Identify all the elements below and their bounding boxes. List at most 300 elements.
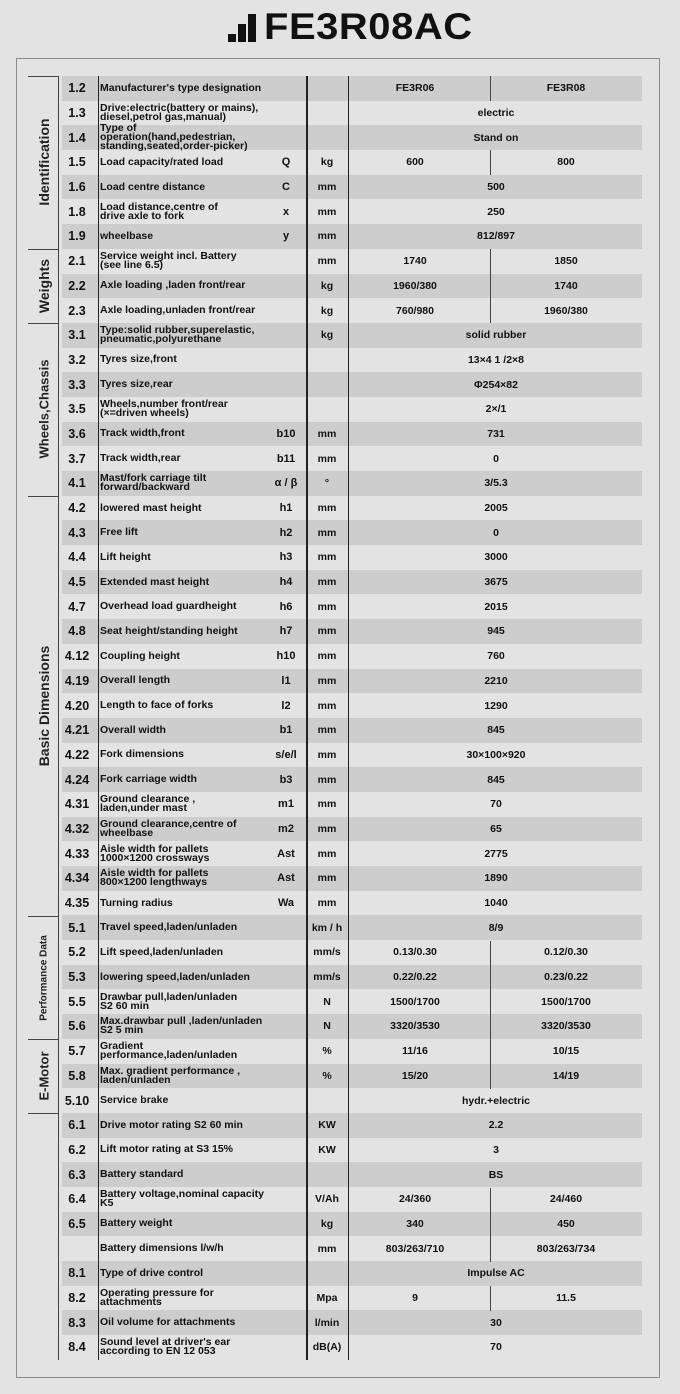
category-divider xyxy=(28,76,58,77)
category-column xyxy=(28,76,60,1359)
row-symbol: Ast xyxy=(277,872,295,885)
table-row xyxy=(62,422,642,447)
row-description xyxy=(100,175,268,200)
table-row xyxy=(62,1014,642,1039)
row-description xyxy=(100,1187,268,1212)
row-description xyxy=(100,570,268,595)
row-value-model-1: 803/263/710 xyxy=(385,1242,445,1255)
row-symbol: h7 xyxy=(279,625,293,638)
category-band xyxy=(28,496,60,916)
row-description-text: Load distance,centre of drive axle to fork xyxy=(100,200,218,222)
row-value-shared: 13×4 1 /2×8 xyxy=(467,353,525,366)
row-value-shared: 945 xyxy=(487,625,505,638)
row-description-text: Fork carriage width xyxy=(100,773,197,786)
row-number: 8.3 xyxy=(68,1315,86,1330)
row-symbol xyxy=(268,965,304,990)
rule-between-models xyxy=(490,274,491,299)
row-symbol xyxy=(268,1162,304,1187)
row-value-shared: 1290 xyxy=(484,699,508,712)
row-value-shared: Φ254×82 xyxy=(474,378,518,391)
row-unit: mm xyxy=(317,255,337,268)
row-unit: mm xyxy=(317,699,337,712)
row-value-shared: 845 xyxy=(487,773,505,786)
row-description-text: Battery weight xyxy=(100,1217,173,1230)
row-value-model-1: 24/360 xyxy=(398,1193,432,1206)
row-description xyxy=(100,446,268,471)
table-row xyxy=(62,619,642,644)
row-symbol xyxy=(268,1113,304,1138)
row-description-text: Travel speed,laden/unladen xyxy=(100,921,238,934)
row-number: 1.8 xyxy=(68,204,86,219)
row-unit: KW xyxy=(318,1143,336,1156)
row-value-model-2: 450 xyxy=(557,1217,575,1230)
row-number: 4.2 xyxy=(68,501,86,516)
table-row xyxy=(62,965,642,990)
row-unit: % xyxy=(322,1045,332,1058)
rule-between-models xyxy=(490,941,491,966)
row-value-model-2: 3320/3530 xyxy=(541,1020,591,1033)
spec-table xyxy=(62,76,642,1360)
row-symbol: h2 xyxy=(279,526,293,539)
rule-after-symbol xyxy=(306,76,308,1360)
row-number: 4.3 xyxy=(68,525,86,540)
row-description xyxy=(100,1162,268,1187)
table-row xyxy=(62,1039,642,1064)
row-unit: kg xyxy=(320,279,334,292)
table-row xyxy=(62,1064,642,1089)
table-row xyxy=(62,372,642,397)
row-number: 4.12 xyxy=(64,649,90,664)
table-row xyxy=(62,594,642,619)
category-bracket xyxy=(58,249,59,323)
row-number: 4.31 xyxy=(64,797,90,812)
rule-between-models xyxy=(490,1064,491,1089)
rule-between-models xyxy=(490,1188,491,1213)
row-description xyxy=(100,1212,268,1237)
category-label: Identification xyxy=(36,118,52,206)
row-value-shared: Stand on xyxy=(473,131,519,144)
row-value-model-1: 3320/3530 xyxy=(390,1020,440,1033)
table-row xyxy=(62,101,642,126)
row-symbol: l1 xyxy=(281,674,291,687)
row-unit: mm/s xyxy=(313,971,341,984)
row-description xyxy=(100,915,268,940)
row-unit: mm xyxy=(317,674,337,687)
row-description-text: Fork dimensions xyxy=(100,748,185,761)
row-description-text: Track width,rear xyxy=(100,452,181,465)
table-row xyxy=(62,817,642,842)
category-divider xyxy=(28,1039,58,1040)
row-value-model-2: 24/460 xyxy=(549,1193,583,1206)
row-description xyxy=(100,1039,268,1064)
row-description-text: Load capacity/rated load xyxy=(100,155,224,168)
row-value-shared: 3000 xyxy=(484,551,508,564)
row-description-text: Type of operation(hand,pedestrian, standing,seated,order-picker) xyxy=(100,122,248,153)
row-unit: mm xyxy=(317,502,337,515)
row-number: 3.2 xyxy=(68,352,86,367)
row-unit: mm/s xyxy=(313,946,341,959)
row-description xyxy=(100,792,268,817)
table-row xyxy=(62,323,642,348)
row-value-shared: 3675 xyxy=(484,576,508,589)
row-unit: mm xyxy=(317,724,337,737)
table-row xyxy=(62,175,642,200)
row-unit xyxy=(308,397,346,422)
row-description-text: Length to face of forks xyxy=(100,699,214,712)
category-label: Weights xyxy=(36,258,52,314)
row-description-text: Ground clearance,centre of wheelbase xyxy=(100,817,237,839)
row-description-text: Turning radius xyxy=(100,896,173,909)
table-row xyxy=(62,1310,642,1335)
row-symbol: Q xyxy=(281,156,291,169)
row-description xyxy=(100,644,268,669)
row-number: 8.4 xyxy=(68,1340,86,1355)
row-description xyxy=(100,471,268,496)
row-unit: % xyxy=(322,1069,332,1082)
row-description xyxy=(100,1113,268,1138)
row-symbol xyxy=(268,1335,304,1360)
row-description-text: Battery dimensions l/w/h xyxy=(100,1242,224,1255)
table-row xyxy=(62,397,642,422)
row-unit: mm xyxy=(317,576,337,589)
table-row xyxy=(62,1138,642,1163)
row-value-shared: 1890 xyxy=(484,872,508,885)
row-value-shared: 0 xyxy=(493,526,499,539)
row-number: 2.1 xyxy=(68,254,86,269)
row-description xyxy=(100,1236,268,1261)
category-label: Wheels,Chassis xyxy=(36,359,52,459)
row-value-model-2: 1960/380 xyxy=(544,304,588,317)
row-number: 1.9 xyxy=(68,229,86,244)
row-value-shared: 3 xyxy=(493,1143,499,1156)
table-row xyxy=(62,1212,642,1237)
row-unit xyxy=(308,372,346,397)
table-row xyxy=(62,298,642,323)
row-number: 4.24 xyxy=(64,772,90,787)
row-unit: mm xyxy=(317,526,337,539)
row-description xyxy=(100,743,268,768)
row-unit: mm xyxy=(317,600,337,613)
table-row xyxy=(62,891,642,916)
row-description-text: Track width,front xyxy=(100,427,185,440)
table-row xyxy=(62,570,642,595)
row-unit: l/min xyxy=(314,1316,340,1329)
row-symbol xyxy=(268,348,304,373)
category-band xyxy=(28,1113,60,1360)
row-description-text: Axle loading ,laden front/rear xyxy=(100,279,246,292)
rule-after-number xyxy=(98,76,99,1360)
row-value-model-2: 1850 xyxy=(554,255,578,268)
page-title: FE3R08AC xyxy=(264,6,473,47)
row-value-model-2: 11.5 xyxy=(556,1292,576,1305)
table-row xyxy=(62,76,642,101)
row-unit: kg xyxy=(320,329,334,342)
row-symbol xyxy=(268,1088,304,1113)
category-divider xyxy=(28,1113,58,1114)
row-description xyxy=(100,965,268,990)
row-value-shared: 70 xyxy=(490,798,502,811)
row-unit xyxy=(308,1088,346,1113)
row-description xyxy=(100,1138,268,1163)
row-symbol xyxy=(268,1286,304,1311)
row-value-model-1: 1960/380 xyxy=(393,279,437,292)
row-description-text: wheelbase xyxy=(100,229,154,242)
row-description xyxy=(100,76,268,101)
row-symbol: b10 xyxy=(276,427,296,440)
row-description-text: Gradient performance,laden/unladen xyxy=(100,1040,238,1062)
table-row xyxy=(62,940,642,965)
row-unit: mm xyxy=(317,181,337,194)
row-description-text: Lift motor rating at S3 15% xyxy=(100,1143,234,1156)
row-description xyxy=(100,989,268,1014)
row-value-shared: 2210 xyxy=(484,674,508,687)
row-value-shared: 1040 xyxy=(484,897,508,910)
row-number: 5.1 xyxy=(68,920,86,935)
row-description-text: Tyres size,front xyxy=(100,353,177,366)
row-value-model-2: 0.12/0.30 xyxy=(544,946,588,959)
row-description xyxy=(100,891,268,916)
table-row xyxy=(62,743,642,768)
row-description-text: Seat height/standing height xyxy=(100,624,238,637)
row-symbol xyxy=(268,76,304,101)
row-description-text: Oil volume for attachments xyxy=(100,1316,236,1329)
row-description xyxy=(100,1064,268,1089)
row-unit: mm xyxy=(317,748,337,761)
rule-between-models xyxy=(490,1015,491,1040)
row-description-text: Operating pressure for attachments xyxy=(100,1287,214,1309)
row-unit: mm xyxy=(317,625,337,638)
table-row xyxy=(62,841,642,866)
row-symbol xyxy=(268,249,304,274)
row-description-text: Drawbar pull,laden/unladen S2 60 min xyxy=(100,990,238,1012)
row-symbol xyxy=(268,940,304,965)
row-symbol: b1 xyxy=(279,724,293,737)
row-symbol xyxy=(268,1138,304,1163)
rule-between-models xyxy=(490,298,491,323)
row-value-shared: 65 xyxy=(490,822,502,835)
row-symbol: C xyxy=(282,181,290,194)
row-value-model-1: 9 xyxy=(412,1292,418,1305)
row-number xyxy=(62,1236,92,1261)
row-value-model-1: 15/20 xyxy=(401,1069,429,1082)
row-number: 5.3 xyxy=(68,970,86,985)
row-unit: mm xyxy=(317,872,337,885)
table-row xyxy=(62,471,642,496)
row-unit xyxy=(308,348,346,373)
row-value-model-1: 340 xyxy=(406,1217,424,1230)
row-symbol: h1 xyxy=(279,502,293,515)
table-row xyxy=(62,1236,642,1261)
row-unit: mm xyxy=(317,230,337,243)
row-value-shared: Impulse AC xyxy=(467,1267,525,1280)
rule-between-models xyxy=(490,1286,491,1311)
row-symbol xyxy=(268,1014,304,1039)
table-row xyxy=(62,1088,642,1113)
row-description xyxy=(100,1286,268,1311)
row-description-text: Aisle width for pallets 800×1200 lengthways xyxy=(100,867,209,889)
table-row xyxy=(62,669,642,694)
table-row xyxy=(62,545,642,570)
row-number: 4.8 xyxy=(68,624,86,639)
row-value-shared: 250 xyxy=(487,205,505,218)
row-value-model-1: FE3R06 xyxy=(395,82,435,95)
row-unit: N xyxy=(323,1020,331,1033)
row-unit: KW xyxy=(318,1119,336,1132)
row-description xyxy=(100,199,268,224)
row-description-text: lowered mast height xyxy=(100,501,202,514)
row-number: 4.1 xyxy=(68,476,86,491)
category-bracket xyxy=(58,496,59,916)
table-row xyxy=(62,989,642,1014)
row-value-model-2: 800 xyxy=(557,156,575,169)
row-number: 4.34 xyxy=(64,871,90,886)
row-value-shared: hydr.+electric xyxy=(462,1094,530,1107)
row-value-shared: BS xyxy=(488,1168,504,1181)
row-value-model-2: 0.23/0.22 xyxy=(544,971,588,984)
row-value-shared: 2015 xyxy=(484,600,508,613)
table-row xyxy=(62,348,642,373)
rule-between-models xyxy=(490,1039,491,1064)
table-row xyxy=(62,150,642,175)
rule-between-models xyxy=(490,990,491,1015)
row-number: 5.2 xyxy=(68,945,86,960)
row-value-shared: solid rubber xyxy=(465,329,527,342)
row-description xyxy=(100,1014,268,1039)
row-description-text: Overall width xyxy=(100,723,166,736)
row-description-text: Lift height xyxy=(100,550,151,563)
row-description xyxy=(100,1261,268,1286)
row-number: 8.2 xyxy=(68,1291,86,1306)
table-row xyxy=(62,446,642,471)
row-description xyxy=(100,348,268,373)
category-divider xyxy=(28,496,58,497)
row-symbol: h3 xyxy=(279,551,293,564)
category-label: E-Motor xyxy=(36,1051,52,1101)
table-row xyxy=(62,1286,642,1311)
row-unit: N xyxy=(323,995,331,1008)
row-symbol: m2 xyxy=(278,822,294,835)
row-symbol: b11 xyxy=(276,452,296,465)
row-number: 3.1 xyxy=(68,328,86,343)
row-number: 4.32 xyxy=(64,821,90,836)
row-value-shared: 2775 xyxy=(484,847,508,860)
row-value-model-1: 600 xyxy=(406,156,424,169)
row-unit xyxy=(308,76,346,101)
row-unit xyxy=(308,1162,346,1187)
row-unit: mm xyxy=(317,897,337,910)
rule-between-models xyxy=(490,1212,491,1237)
row-unit xyxy=(308,1261,346,1286)
row-description-text: Ground clearance , laden,under mast xyxy=(100,793,196,815)
row-value-model-2: 10/15 xyxy=(552,1045,580,1058)
row-symbol: h4 xyxy=(279,576,293,589)
row-description-text: Battery voltage,nominal capacity K5 xyxy=(100,1188,264,1210)
row-description xyxy=(100,397,268,422)
row-description xyxy=(100,249,268,274)
category-band xyxy=(28,249,60,323)
row-description-text: Type of drive control xyxy=(100,1266,204,1279)
row-symbol xyxy=(268,298,304,323)
category-bracket xyxy=(58,323,59,496)
row-value-model-2: 1740 xyxy=(554,279,578,292)
row-number: 5.8 xyxy=(68,1068,86,1083)
row-description-text: Drive motor rating S2 60 min xyxy=(100,1118,243,1131)
row-unit: mm xyxy=(317,773,337,786)
row-description xyxy=(100,323,268,348)
row-description-text: Manufacturer's type designation xyxy=(100,81,262,94)
row-value-shared: 812/897 xyxy=(477,230,515,243)
row-description xyxy=(100,841,268,866)
row-description xyxy=(100,545,268,570)
row-description-text: Battery standard xyxy=(100,1168,184,1181)
table-row xyxy=(62,767,642,792)
row-symbol: h6 xyxy=(279,600,293,613)
row-unit xyxy=(308,101,346,126)
row-symbol xyxy=(268,1236,304,1261)
row-description xyxy=(100,150,268,175)
row-symbol xyxy=(268,989,304,1014)
category-band xyxy=(28,1039,60,1113)
row-value-model-2: 1500/1700 xyxy=(541,995,591,1008)
row-description-text: Aisle width for pallets 1000×1200 crossways xyxy=(100,842,210,864)
category-bracket xyxy=(58,916,59,1040)
row-description xyxy=(100,693,268,718)
row-number: 5.10 xyxy=(64,1093,90,1108)
rule-between-models xyxy=(490,249,491,274)
row-symbol: x xyxy=(282,205,290,218)
category-bracket xyxy=(58,76,59,249)
rule-between-models xyxy=(490,965,491,990)
row-number: 6.2 xyxy=(68,1142,86,1157)
row-unit: kg xyxy=(320,1217,334,1230)
category-band xyxy=(28,916,60,1040)
row-symbol xyxy=(268,323,304,348)
row-unit: dB(A) xyxy=(312,1341,342,1354)
row-number: 2.3 xyxy=(68,303,86,318)
row-value-shared: 30 xyxy=(490,1316,502,1329)
row-symbol xyxy=(268,915,304,940)
row-description xyxy=(100,372,268,397)
category-bracket xyxy=(58,1039,59,1113)
row-value-model-1: 1740 xyxy=(403,255,427,268)
category-divider xyxy=(28,249,58,250)
table-row xyxy=(62,1261,642,1286)
row-symbol xyxy=(268,274,304,299)
row-description-text: Overall length xyxy=(100,674,171,687)
row-number: 6.1 xyxy=(68,1118,86,1133)
row-description-text: Type:solid rubber,superelastic, pneumatic,polyurethane xyxy=(100,324,255,346)
row-symbol xyxy=(268,397,304,422)
row-description-text: Overhead load guardheight xyxy=(100,600,237,613)
row-number: 4.19 xyxy=(64,673,90,688)
row-value-model-2: 803/263/734 xyxy=(536,1242,596,1255)
row-description xyxy=(100,224,268,249)
row-unit: mm xyxy=(317,822,337,835)
rule-between-models xyxy=(490,1237,491,1262)
row-description-text: Tyres size,rear xyxy=(100,378,173,391)
row-description xyxy=(100,520,268,545)
row-value-shared: 2.2 xyxy=(488,1119,504,1132)
row-symbol xyxy=(268,1187,304,1212)
row-description xyxy=(100,1088,268,1113)
row-number: 5.5 xyxy=(68,994,86,1009)
row-unit: V/Ah xyxy=(315,1193,339,1206)
row-description xyxy=(100,1335,268,1360)
row-symbol: Ast xyxy=(277,847,295,860)
row-unit: mm xyxy=(317,1242,337,1255)
table-row xyxy=(62,693,642,718)
table-row xyxy=(62,520,642,545)
